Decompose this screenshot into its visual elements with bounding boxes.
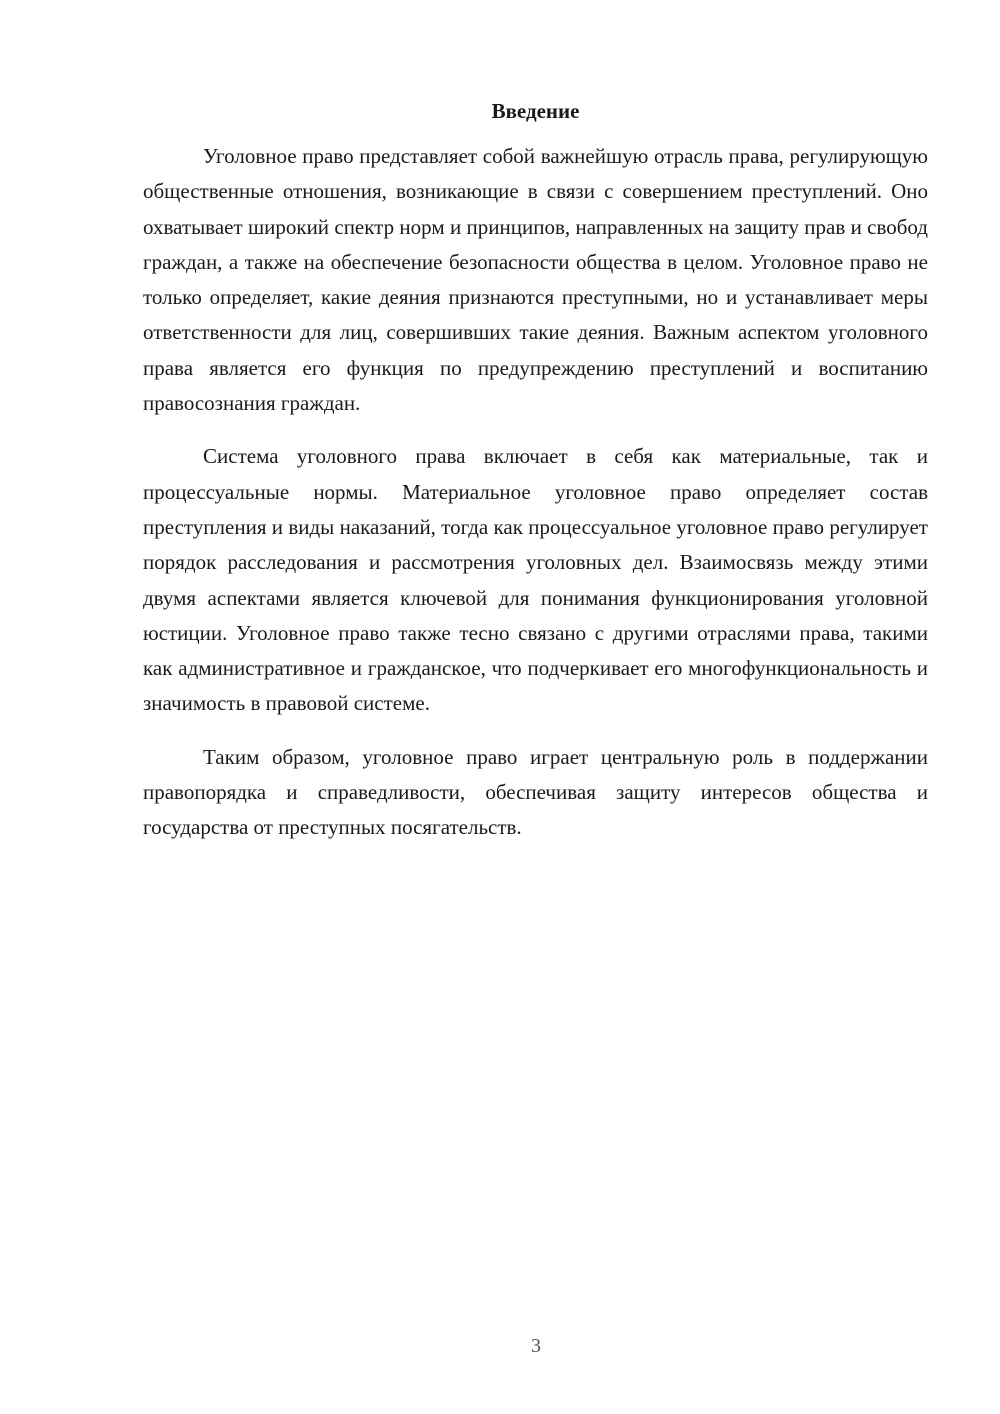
paragraph-1: Уголовное право представляет собой важнейшую отрасль права, регулирующую общественные отношения, возникающие в связи с совершением преступлений. Оно охватывает широкий спектр норм и принципов, направленных на защиту прав и свобод граждан, а также на обеспечение безопасности общества в целом. Уголовное право не только определяет, какие деяния признаются преступными, но и устанавливает меры ответственности для лиц, совершивших такие деяния. Важным аспектом уголовного права является его функция по предупреждению преступлений и воспитанию правосознания граждан. (143, 144, 928, 416)
page-number: 3 (531, 1335, 541, 1357)
paragraph-2: Система уголовного права включает в себя как материальные, так и процессуальные нормы. Материальное уголовное право определяет состав преступления и виды наказаний, тогда как процессуальное уголовное право регулирует порядок расследования и рассмотрения уголовных дел. Взаимосвязь между этими двумя аспектами является ключевой для понимания функционирования уголовной юстиции. Уголовное право также тесно связано с другими отраслями права, такими как административное и гражданское, что подчеркивает его многофункциональность и значимость в правовой системе. (143, 444, 928, 716)
paragraph-3: Таким образом, уголовное право играет центральную роль в поддержании правопорядка и справедливости, обеспечивая защиту интересов общества и государства от преступных посягательств. (143, 744, 928, 840)
page-content (143, 96, 928, 864)
section-heading: Введение (491, 99, 580, 123)
